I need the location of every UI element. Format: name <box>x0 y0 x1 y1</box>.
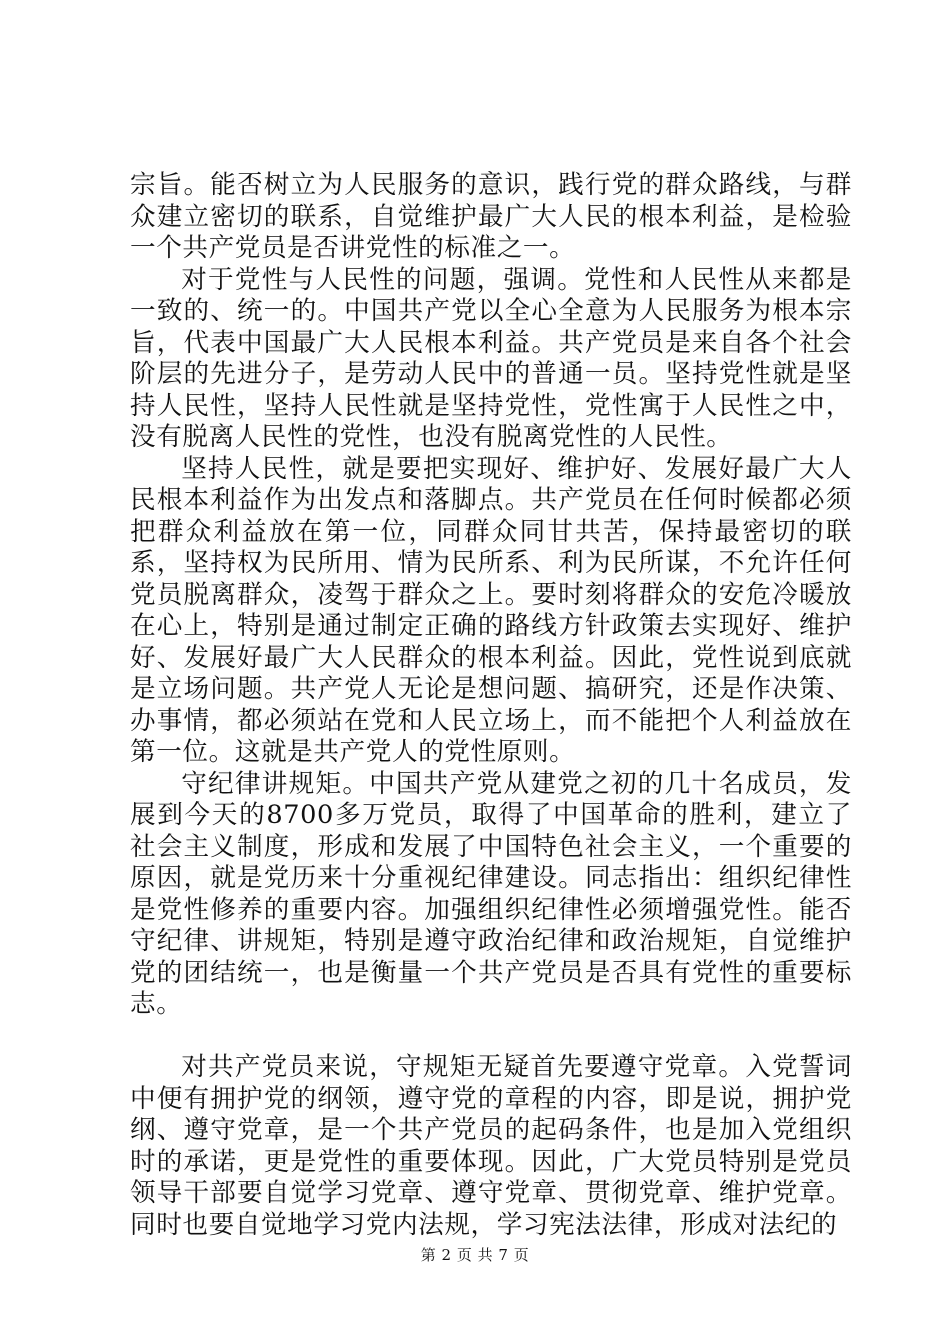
paragraph-spacer <box>130 1021 852 1053</box>
paragraph-5: 对共产党员来说，守规矩无疑首先要遵守党章。入党誓词中便有拥护党的纲领，遵守党的章程的内容，即是说，拥护党纲、遵守党章，是一个共产党员的起码条件，也是加入党组织时的承诺，更是党性的重要体现。因此，广大党员特别是党员领导干部要自觉学习党章、遵守党章、贯彻党章、维护党章。同时也要自觉地学习党内法规，学习宪法法律，形成对法纪的 <box>130 1052 852 1240</box>
paragraph-4: 守纪律讲规矩。中国共产党从建党之初的几十名成员，发展到今天的8700多万党员，取得了中国革命的胜利，建立了社会主义制度，形成和发展了中国特色社会主义，一个重要的原因，就是党历来十分重视纪律建设。同志指出：组织纪律性是党性修养的重要内容。加强组织纪律性必须增强党性。能否守纪律、讲规矩，特别是遵守政治纪律和政治规矩，自觉维护党的团结统一，也是衡量一个共产党员是否具有党性的重要标志。 <box>130 768 852 1019</box>
paragraph-2: 对于党性与人民性的问题，强调。党性和人民性从来都是一致的、统一的。中国共产党以全心全意为人民服务为根本宗旨，代表中国最广大人民根本利益。共产党员是来自各个社会阶层的先进分子，是劳动人民中的普通一员。坚持党性就是坚持人民性，坚持人民性就是坚持党性，党性寓于人民性之中，没有脱离人民性的党性，也没有脱离党性的人民性。 <box>130 264 852 452</box>
page-number-footer: 第 2 页 共 7 页 <box>420 1246 530 1264</box>
document-body <box>130 170 852 1241</box>
paragraph-1: 宗旨。能否树立为人民服务的意识，践行党的群众路线，与群众建立密切的联系，自觉维护最广大人民的根本利益，是检验一个共产党员是否讲党性的标准之一。 <box>130 170 852 263</box>
paragraph-3: 坚持人民性，就是要把实现好、维护好、发展好最广大人民根本利益作为出发点和落脚点。共产党员在任何时候都必须把群众利益放在第一位，同群众同甘共苦，保持最密切的联系，坚持权为民所用、情为民所系、利为民所谋，不允许任何党员脱离群众，凌驾于群众之上。要时刻将群众的安危冷暖放在心上，特别是通过制定正确的路线方针政策去实现好、维护好、发展好最广大人民群众的根本利益。因此，党性说到底就是立场问题。共产党人无论是想问题、搞研究，还是作决策、办事情，都必须站在党和人民立场上，而不能把个人利益放在第一位。这就是共产党人的党性原则。 <box>130 453 852 767</box>
